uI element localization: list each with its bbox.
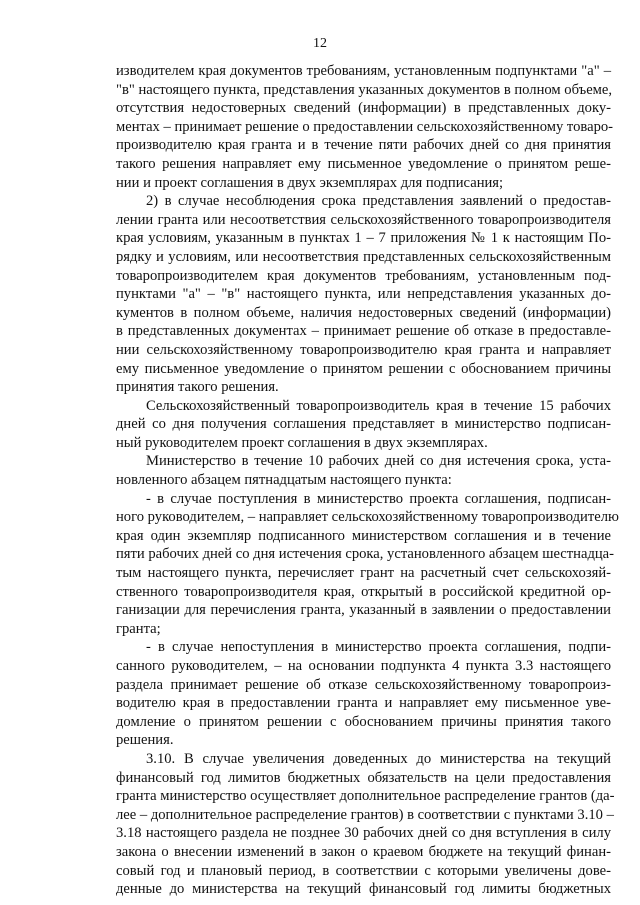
text-line: закона о внесении изменений в закон о краевом бюджете на текущий финан- [116, 843, 611, 860]
text-line: производителю края гранта и в течение пяти рабочих дней со дня принятия [116, 137, 611, 154]
text-line: кументов в полном объеме, наличия недостоверных сведений (информации) [116, 304, 611, 321]
text-line: ственного товаропроизводителя края, открытый в российской кредитной ор- [116, 583, 611, 600]
text-line: ного руководителем, – направляет сельскохозяйственному товаропроизводителю [116, 509, 619, 526]
text-line: ему письменное уведомление о принятом решении с обоснованием причины [116, 360, 611, 377]
text-line: домление о принятом решении с обоснованием причины принятия такого [116, 713, 611, 730]
text-line: края условиям, указанным в пунктах 1 – 7 приложения № 1 к настоящим По- [116, 230, 611, 247]
text-line: 3.10. В случае увеличения доведенных до министерства на текущий [146, 750, 611, 767]
text-line: водителю края в предоставлении гранта и направляет ему письменное уве- [116, 695, 611, 712]
text-line: Министерство в течение 10 рабочих дней со дня истечения срока, уста- [146, 453, 611, 470]
text-line: санного руководителем, – на основании подпункта 4 пункта 3.3 настоящего [116, 658, 611, 674]
text-line: в представленных документах – принимает решение об отказе в предоставле- [116, 323, 611, 340]
text-line: гранта; [116, 620, 161, 637]
text-line: решения. [116, 732, 174, 749]
text-line: дней со дня получения соглашения представляет в министерство подписан- [116, 416, 611, 433]
text-line: тым настоящего пункта, перечисляет грант на расчетный счет сельскохозяй- [116, 565, 611, 582]
text-line: нии и проект соглашения в двух экземплярах для подписания; [116, 174, 504, 191]
text-line: нии сельскохозяйственному товаропроизводителю края гранта и направляет [116, 341, 611, 358]
document-text-body [116, 62, 619, 899]
text-line: пунктами "а" – "в" настоящего пункта, или непредставления указанных до- [116, 286, 611, 303]
page-number: 12 [313, 36, 327, 51]
text-line: ментах – принимает решение о предоставлении сельскохозяйственному товаро- [116, 118, 614, 135]
text-line: - в случае непоступления в министерство проекта соглашения, подпи- [146, 639, 611, 656]
text-line: совый год и плановый период, в соответствии с которыми увеличены дове- [116, 862, 611, 879]
text-line: лении гранта или несоответствия сельскохозяйственного товаропроизводителя [116, 211, 611, 228]
text-line: ный руководителем проект соглашения в двух экземплярах. [116, 434, 488, 451]
text-line: 3.18 настоящего раздела не позднее 30 рабочих дней со дня вступления в силу [116, 825, 611, 842]
text-line: изводителем края документов требованиям, установленным подпунктами "а" – [116, 63, 611, 79]
text-line: раздела принимает решение об отказе сельскохозяйственному товаропроиз- [116, 676, 611, 693]
text-line: ганизации для перечисления гранта, указанный в заявлении о предоставлении [116, 602, 611, 619]
text-line: такого решения направляет ему письменное уведомление о принятом реше- [116, 155, 611, 172]
text-line: - в случае поступления в министерство проекта соглашения, подписан- [146, 490, 611, 507]
text-line: гранта министерство осуществляет дополнительное распределение грантов (да- [116, 788, 615, 805]
text-line: рядку и условиям, или несоответствия представленных сельскохозяйственным [116, 248, 611, 265]
text-line: Сельскохозяйственный товаропроизводитель края в течение 15 рабочих [146, 397, 611, 414]
text-line: края один экземпляр подписанного министерством соглашения и в течение [116, 527, 611, 544]
text-line: финансовый год лимитов бюджетных обязательств на цели предоставления [116, 769, 611, 786]
text-line: товаропроизводителем края документов требованиям, установленным под- [116, 267, 611, 284]
text-line: отсутствия недостоверных сведений (информации) в представленных доку- [116, 100, 611, 117]
text-line: принятия такого решения. [116, 379, 279, 396]
text-line: "в" настоящего пункта, представления указанных документов в полном объеме, [116, 81, 613, 98]
text-line: лее – дополнительное распределение грантов) в соответствии с пунктами 3.10 – [116, 806, 614, 823]
text-line: новленного абзацем пятнадцатым настоящего пункта: [116, 472, 452, 489]
text-line: пяти рабочих дней со дня истечения срока, установленного абзацем шестнадца- [116, 546, 615, 563]
text-line: 2) в случае несоблюдения срока представления заявлений о предостав- [146, 193, 611, 210]
text-line: денные до министерства на текущий финансовый год лимиты бюджетных [116, 881, 611, 898]
